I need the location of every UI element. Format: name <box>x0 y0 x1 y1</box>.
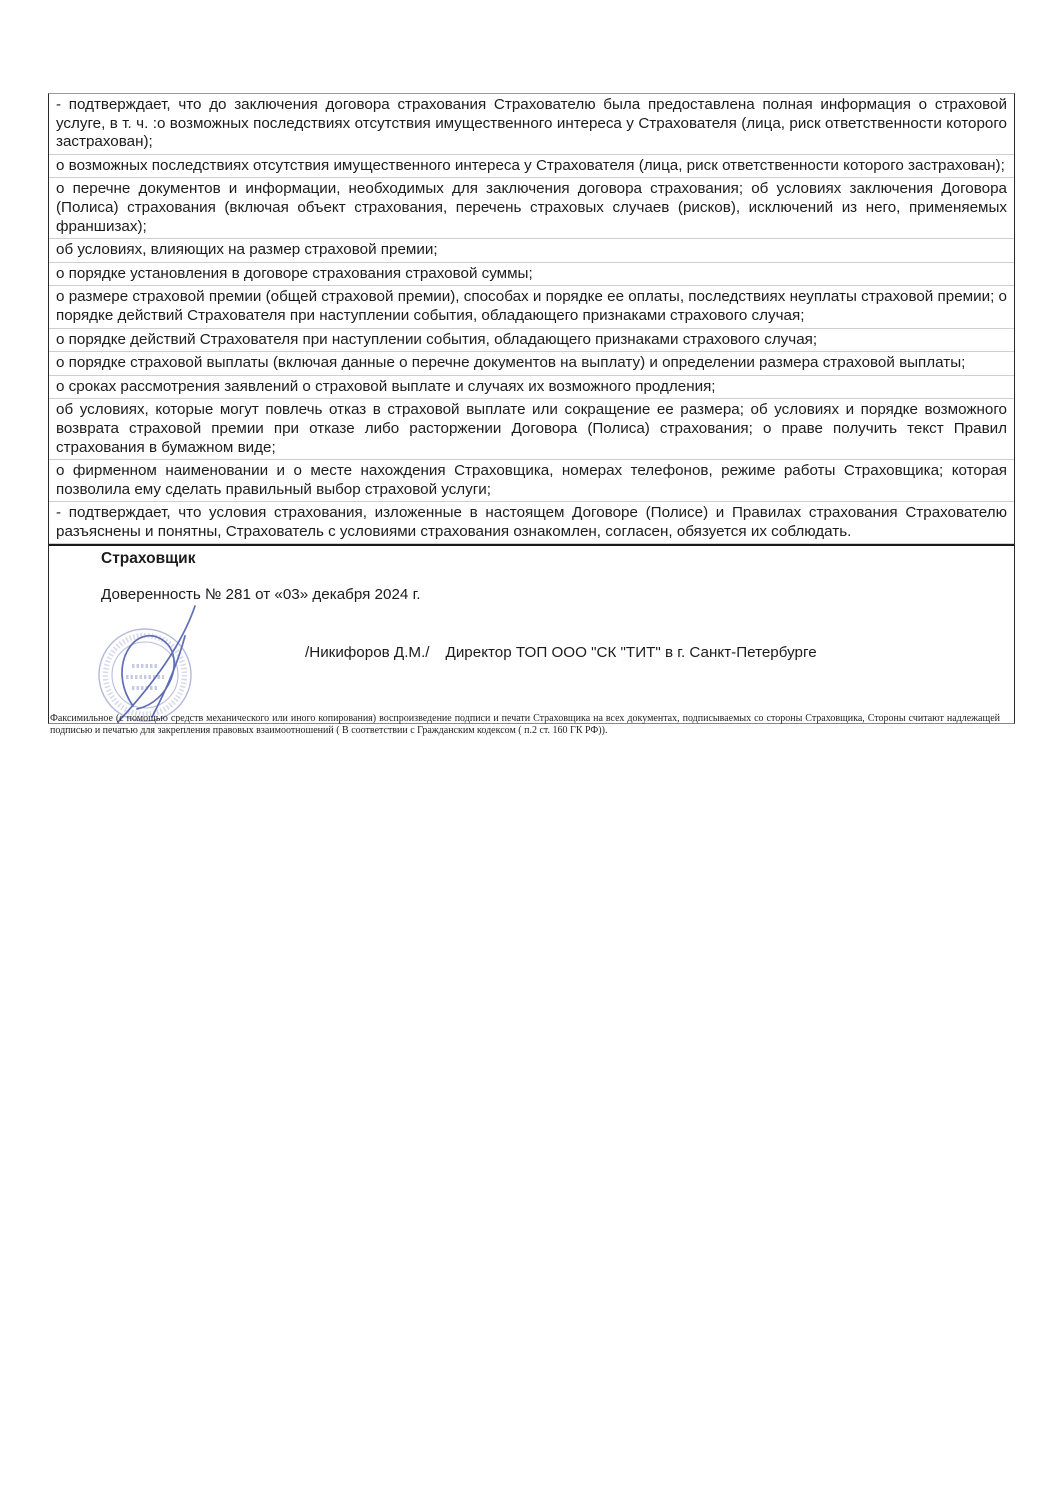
signature-block <box>49 544 1014 723</box>
terms-paragraph: - подтверждает, что до заключения договора страхования Страхователю была предоставлена полная информация о страховой услуге, в т. ч. :о возможных последствиях отсутствия имущественного интереса у Страхователя (лица, риск ответственности которого застрахован); <box>49 94 1014 155</box>
terms-paragraph: о возможных последствиях отсутствия имущественного интереса у Страхователя (лица, риск ответственности которого застрахован); <box>49 155 1014 179</box>
terms-paragraph: о перечне документов и информации, необходимых для заключения договора страхования; об условиях заключения Договора (Полиса) страхования (включая объект страхования, перечень страховых случаев (рисков), исключений из него, применяемых франшизах); <box>49 178 1014 239</box>
power-of-attorney-line: Доверенность № 281 от «03» декабря 2024 г. <box>101 586 421 604</box>
terms-paragraph: о порядке страховой выплаты (включая данные о перечне документов на выплату) и определении размера страховой выплаты; <box>49 352 1014 376</box>
terms-paragraph: об условиях, которые могут повлечь отказ в страховой выплате или сокращение ее размера; об условиях и порядке возможного возврата страховой премии при отказе либо расторжении Договора (Полиса) страхования; о праве получить текст Правил страхования в бумажном виде; <box>49 399 1014 460</box>
facsimile-footnote: Факсимильное (с помощью средств механического или иного копирования) воспроизведение подписи и печати Страховщика на всех документах, подписываемых со стороны Страховщика, Стороны считают надлежащей подписью и печатью для закрепления правовых взаимоотношений ( В соответствии с Гражданским кодексом ( п.2 ст. 160 ГК РФ)). <box>50 713 1000 736</box>
insurance-terms-table <box>48 93 1015 724</box>
terms-paragraph: о сроках рассмотрения заявлений о страховой выплате и случаях их возможного продления; <box>49 376 1014 400</box>
terms-paragraph: о размере страховой премии (общей страховой премии), способах и порядке ее оплаты, последствиях неуплаты страховой премии; о порядке действий Страхователя при наступлении события, обладающего признаками страхового случая; <box>49 286 1014 328</box>
terms-paragraph: - подтверждает, что условия страхования, изложенные в настоящем Договоре (Полисе) и Правилах страхования Страхователю разъяснены и понятны, Страхователь с условиями страхования ознакомлен, согласен, обязуется их соблюдать. <box>49 502 1014 544</box>
signature-caption <box>305 644 817 661</box>
terms-paragraph: о порядке действий Страхователя при наступлении события, обладающего признаками страхового случая; <box>49 329 1014 353</box>
terms-paragraph: о порядке установления в договоре страхования страховой суммы; <box>49 263 1014 287</box>
signatory-name: /Никифоров Д.М./ <box>305 644 430 662</box>
terms-paragraph: о фирменном наименовании и о месте нахождения Страховщика, номерах телефонов, режиме работы Страховщика; которая позволила ему сделать правильный выбор страховой услуги; <box>49 460 1014 502</box>
signatory-position: Директор ТОП ООО "СК "ТИТ" в г. Санкт-Петербурге <box>445 644 817 662</box>
insurer-heading: Страховщик <box>101 550 196 568</box>
handwritten-signature <box>49 546 349 723</box>
terms-paragraph: об условиях, влияющих на размер страховой премии; <box>49 239 1014 263</box>
